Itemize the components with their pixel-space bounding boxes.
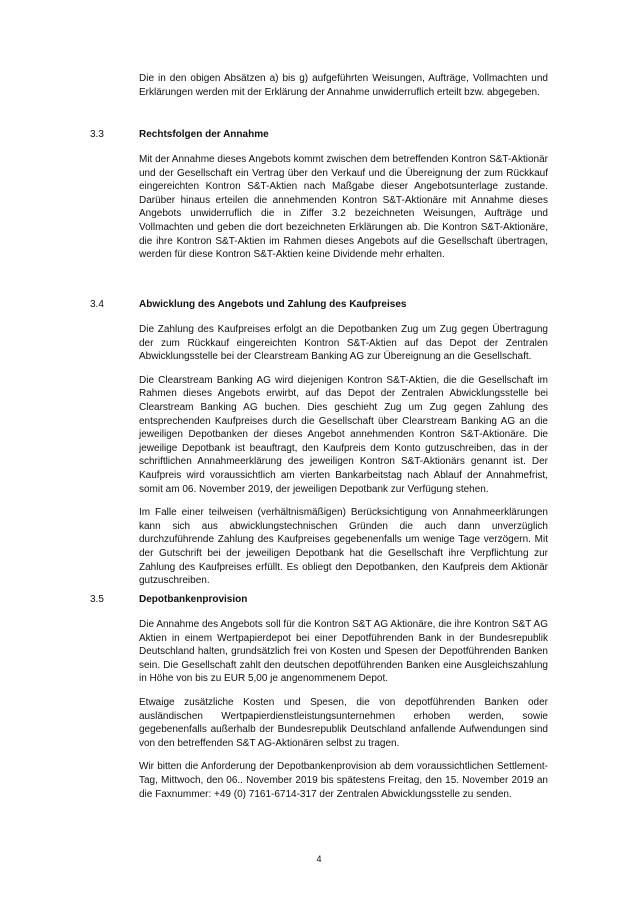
section-heading: [90, 593, 548, 607]
section-3-3: [90, 128, 548, 272]
section-body: [139, 153, 548, 262]
section-number: 3.5: [90, 594, 104, 605]
section-3-4: [90, 298, 548, 598]
paragraph: Wir bitten die Anforderung der Depotbankenprovision ab dem voraussichtlichen Settlement-Tag, Mittwoch, den 06.. November 2019 bis spätestens Freitag, den 15. November 2019 an die Faxnummer: +49 (0) 7161-6714-317 der Zentralen Abwicklungsstelle zu senden.: [139, 761, 548, 800]
paragraph: Im Falle einer teilweisen (verhältnismäßigen) Berücksichtigung von Annahmeerklärungen kann sich aus abwicklungstechnischen Gründen die auch dann unverzüglich durchzuführende Zahlung des Kaufpreises gegebenenfalls um wenige Tage verzögern. Mit der Gutschrift bei der jeweiligen Depotbank hat die Gesellschaft ihre Verpflichtung zur Zahlung des Kaufpreises erfüllt. Es obliegt den Depotbanken, den Kaufpreis dem Aktionär gutzuschreiben.: [139, 507, 548, 587]
section-heading: [90, 128, 548, 142]
section-3-5: [90, 593, 548, 811]
section-number: 3.3: [90, 129, 104, 140]
paragraph: Die Annahme des Angebots soll für die Kontron S&T AG Aktionäre, die ihre Kontron S&T AG Aktien in einem Wertpapierdepot bei einer Depotführenden Bank in der Bundesrepublik Deutschland halten, grundsätzlich frei von Kosten und Spesen der Depotführenden Banken sein. Die Gesellschaft zahlt den deutschen depotführenden Banken eine Ausgleichszahlung in Höhe von bis zu EUR 5,00 je angenommenem Depot.: [139, 619, 548, 685]
section-number: 3.4: [90, 299, 104, 310]
paragraph: Die Zahlung des Kaufpreises erfolgt an die Depotbanken Zug um Zug gegen Übertragung der zum Rückkauf eingereichten Kontron S&T-Aktien auf das Depot der Zentralen Abwicklungsstelle bei der Clearstream Banking AG zur Übereignung an die Gesellschaft.: [139, 324, 548, 363]
section-body: [139, 323, 548, 588]
section-heading: [90, 298, 548, 312]
intro-paragraph: Die in den obigen Absätzen a) bis g) aufgeführten Weisungen, Aufträge, Vollmachten und Erklärungen werden mit der Erklärung der Annahme unwiderruflich erteilt bzw. abgegeben.: [139, 73, 548, 98]
paragraph: Etwaige zusätzliche Kosten und Spesen, die von depotführenden Banken oder ausländischen Wertpapierdienstleistungsunternehmen erhoben werden, sowie gegebenenfalls außerhalb der Bundesrepublik Deutschland anfallende Aufwendungen sind von den betreffenden S&T AG-Aktionären selbst zu tragen.: [139, 696, 548, 749]
paragraph: Die Clearstream Banking AG wird diejenigen Kontron S&T-Aktien, die die Gesellschaft im Rahmen dieses Angebots erwirbt, auf das Depot der Zentralen Abwicklungsstelle bei Clearstream Banking AG buchen. Dies geschieht Zug um Zug gegen Zahlung des entsprechenden Kaufpreises durch die Gesellschaft über Clearstream Banking AG an die jeweiligen Depotbanken der dieses Angebot annehmenden Kontron S&T-Aktionäre. Die jeweilige Depotbank ist beauftragt, den Kaufpreis dem Konto gutzuschreiben, das in der schriftlichen Annahmeerklärung des jeweiligen Kontron S&T-Aktionärs genannt ist. Der Kaufpreis wird voraussichtlich am vierten Bankarbeitstag nach Ablauf der Annahmefrist, somit am 06. November 2019, der jeweiligen Depotbank zur Verfügung stehen.: [139, 374, 548, 495]
page-number: 4: [316, 854, 322, 864]
section-title: Depotbankenprovision: [139, 594, 248, 605]
section-title: Abwicklung des Angebots und Zahlung des Kaufpreises: [139, 299, 407, 310]
paragraph: Mit der Annahme dieses Angebots kommt zwischen dem betreffenden Kontron S&T-Aktionär und der Gesellschaft ein Vertrag über den Verkauf und die Übereignung der zum Rückkauf eingereichten Kontron S&T-Aktien nach Maßgabe dieser Angebotsunterlage zustande. Darüber hinaus erteilen die annehmenden Kontron S&T-Aktionäre mit Annahme dieses Angebots unwiderruflich die in Ziffer 3.2 bezeichneten Weisungen, Aufträge und Vollmachten und geben die dort bezeichneten Erklärungen ab. Die Kontron S&T-Aktionäre, die ihre Kontron S&T-Aktien im Rahmen dieses Angebots auf die Gesellschaft übertragen, werden für diese Kontron S&T-Aktien keine Dividende mehr erhalten.: [139, 154, 548, 261]
section-title: Rechtsfolgen der Annahme: [139, 129, 269, 140]
section-body: [139, 618, 548, 801]
